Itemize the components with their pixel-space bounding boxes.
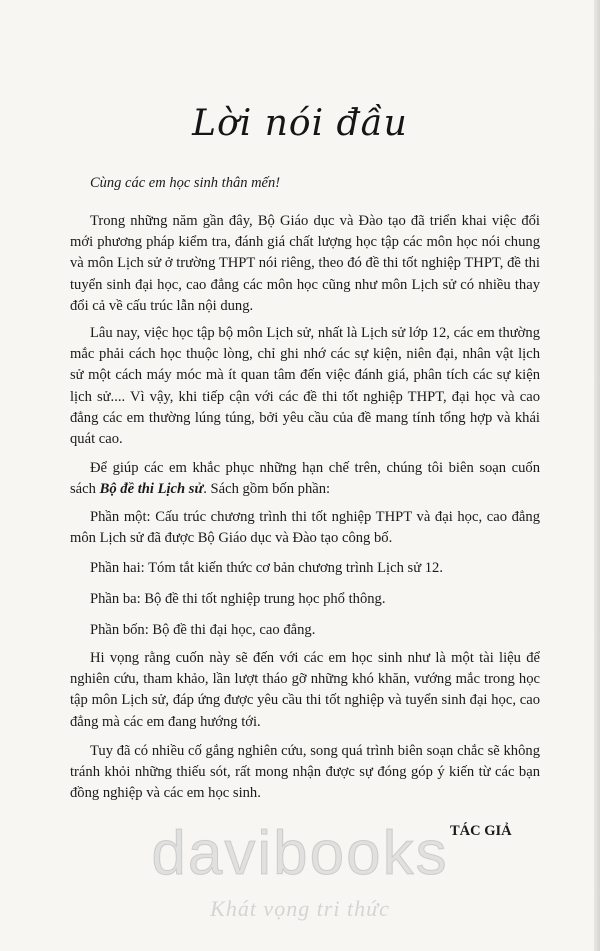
paragraph-purpose-end: . Sách gồm bốn phần: bbox=[203, 481, 331, 498]
paragraph-thanks: Tuy đã có nhiều cố gắng nghiên cứu, song quá trình biên soạn chắc sẽ không tránh khỏi những thiếu sót, rất mong nhận được sự đóng góp ý kiến từ các bạn đồng nghiệp và các em học sinh. bbox=[70, 743, 540, 802]
book-title: Bộ đề thi Lịch sử bbox=[99, 481, 204, 498]
paragraph-hope: Hi vọng rằng cuốn này sẽ đến với các em học sinh như là một tài liệu để nghiên cứu, tham khảo, lần lượt tháo gỡ những khó khăn, vướng mắc trong học tập môn Lịch sử, đáp ứng được yêu cầu thi tốt nghiệp và tuyển sinh đại học, cao đẳng mà các em đang hướng tới. bbox=[70, 650, 540, 730]
page-title: Lời nói đầu bbox=[192, 103, 408, 144]
part-four: Phần bốn: Bộ đề thi đại học, cao đẳng. bbox=[90, 622, 316, 638]
author-signature: TÁC GIẢ bbox=[450, 823, 512, 839]
page-edge-shadow bbox=[594, 0, 600, 951]
watermark-logo: davibooks bbox=[151, 819, 449, 888]
watermark-slogan: Khát vọng tri thức bbox=[210, 896, 390, 921]
part-one: Phần một: Cấu trúc chương trình thi tốt nghiệp THPT và đại học, cao đẳng môn Lịch sử đã được Bộ Giáo dục và Đào tạo công bố. bbox=[70, 509, 540, 547]
part-three: Phần ba: Bộ đề thi tốt nghiệp trung học phổ thông. bbox=[90, 591, 386, 607]
paragraph-intro: Trong những năm gần đây, Bộ Giáo dục và Đào tạo đã triển khai việc đổi mới phương pháp kiểm tra, đánh giá chất lượng học tập các môn học nói chung và môn Lịch sử ở trường THPT nói riêng, theo đó đề thi tốt nghiệp THPT, đề thi tuyển sinh đại học, cao đẳng các môn học cũng như môn Lịch sử có nhiều thay đổi cả về cấu trúc lẫn nội dung. bbox=[70, 213, 540, 314]
paragraph-purpose bbox=[70, 458, 540, 500]
paragraph-purpose-start: Để giúp các em khắc phục những hạn chế trên, chúng tôi biên soạn cuốn sách bbox=[70, 460, 540, 498]
paragraph-problem: Lâu nay, việc học tập bộ môn Lịch sử, nhất là Lịch sử lớp 12, các em thường mắc phải cách học thuộc lòng, chỉ ghi nhớ các sự kiện, niên đại, nhân vật lịch sử một cách máy móc mà ít quan tâm đến việc đánh giá, phân tích các sự kiện lịch sử.... Vì vậy, khi tiếp cận với các đề thi tốt nghiệp THPT, đại học và cao đẳng các em thường lúng túng, bởi yêu cầu của đề mang tính tổng hợp và khái quát cao. bbox=[70, 325, 540, 448]
greeting: Cùng các em học sinh thân mến! bbox=[90, 175, 281, 191]
part-two: Phần hai: Tóm tắt kiến thức cơ bản chương trình Lịch sử 12. bbox=[90, 560, 444, 576]
